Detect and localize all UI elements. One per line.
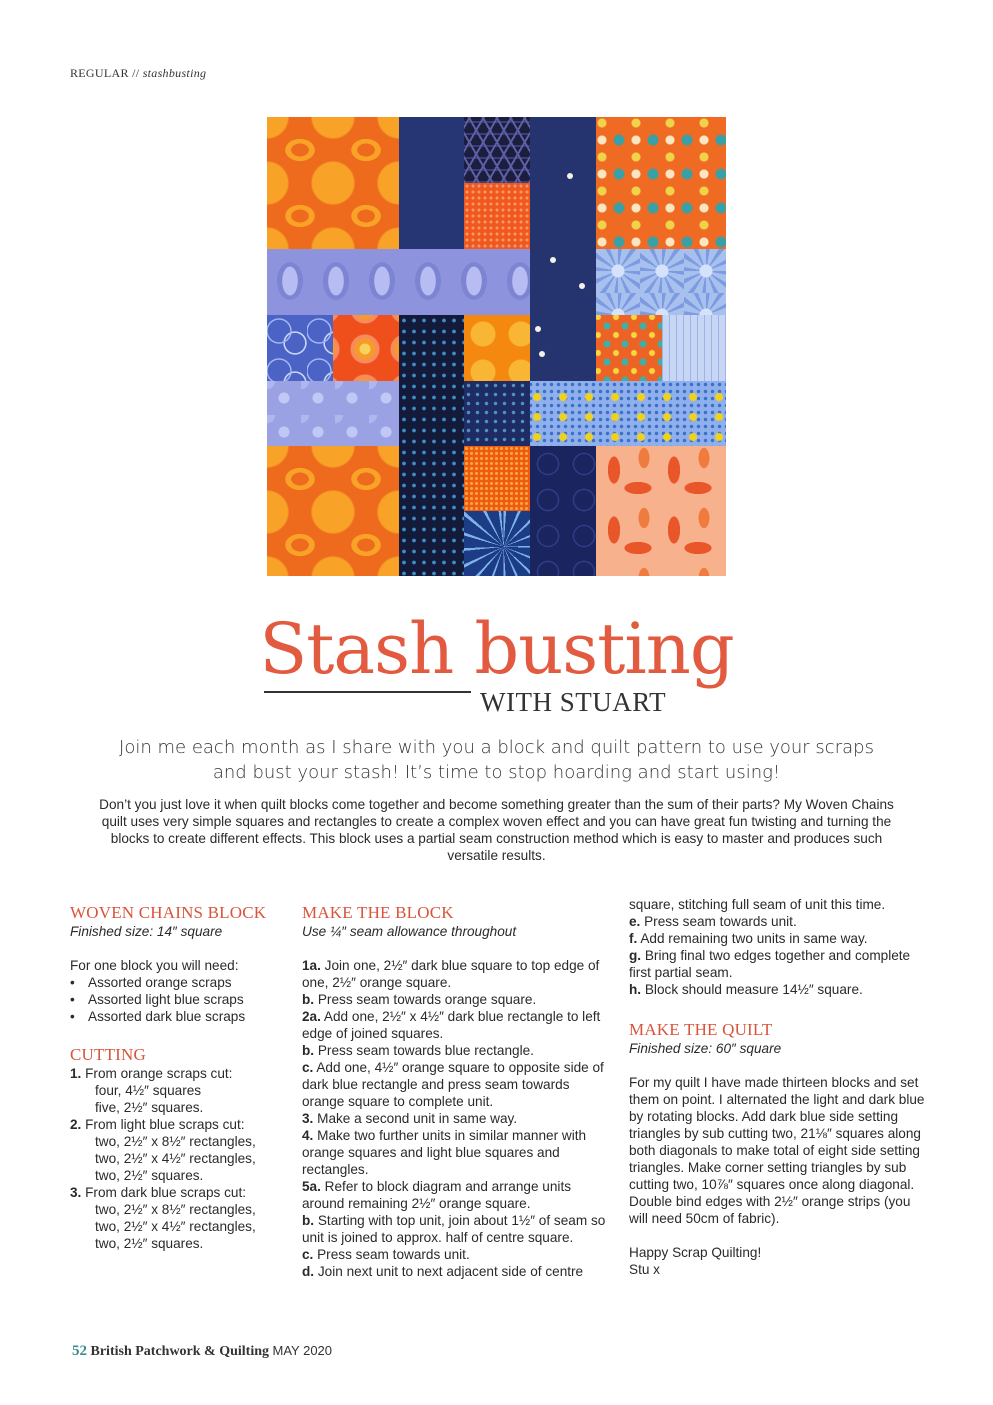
instruction-step: g. Bring final two edges together and complete first partial seam.: [629, 948, 911, 980]
finished-size: Finished size: 14″ square: [70, 924, 223, 939]
fabric-patch: [464, 511, 530, 576]
column-right: [629, 896, 929, 1278]
fabric-patch: [596, 315, 662, 381]
woven-chains-heading: WOVEN CHAINS BLOCK: [70, 903, 267, 922]
fabric-patch: [464, 315, 530, 381]
fabric-dot: [535, 326, 541, 332]
instruction-step: f. Add remaining two units in same way.: [629, 931, 868, 946]
article-title: Stash busting: [259, 608, 734, 690]
instruction-continued: square, stitching full seam of unit this time.: [629, 897, 886, 912]
requirements-list: [70, 974, 285, 1025]
list-item: • Assorted light blue scraps: [70, 992, 244, 1007]
fabric-dot: [579, 283, 585, 289]
instruction-step: b. Starting with top unit, join about 1½″ of seam so unit is joined to approx. half of centre square.: [302, 1213, 606, 1245]
instruction-step: h. Block should measure 14½″ square.: [629, 982, 863, 997]
instruction-step: 5a. Refer to block diagram and arrange units around remaining 2½″ orange square.: [302, 1179, 572, 1211]
instruction-step: 4. Make two further units in similar manner with orange squares and light blue squares and rectangles.: [302, 1128, 587, 1177]
fabric-patch: [464, 381, 530, 446]
page-number: 52: [72, 1343, 87, 1359]
cutting-step: 1. From orange scraps cut: four, 4½″ squares five, 2½″ squares.: [70, 1066, 233, 1115]
fabric-patch: [399, 315, 464, 576]
instruction-step: b. Press seam towards orange square.: [302, 992, 537, 1007]
cutting-heading: CUTTING: [70, 1045, 146, 1064]
magazine-name: British Patchwork & Quilting: [90, 1344, 270, 1359]
cutting-step: 2. From light blue scraps cut: two, 2½″ x 8½″ rectangles, two, 2½″ x 4½″ rectangles, two, 2½″ squares.: [70, 1117, 256, 1183]
section-topic: stashbusting: [142, 66, 207, 80]
instruction-step: 1a. Join one, 2½″ dark blue square to top edge of one, 2½″ orange square.: [302, 958, 600, 990]
fabric-patch: [267, 315, 333, 381]
fabric-patch: [267, 249, 530, 315]
list-item: • Assorted orange scraps: [70, 975, 232, 990]
fabric-patch: [464, 446, 530, 511]
signature: Stu x: [629, 1262, 660, 1277]
section-header: [70, 66, 206, 81]
fabric-dot: [539, 351, 545, 357]
page-footer: [72, 1343, 332, 1360]
fabric-patch: [333, 315, 399, 381]
fabric-patch: [267, 381, 399, 446]
requirements-intro: For one block you will need:: [70, 958, 239, 973]
instruction-step: 2a. Add one, 2½″ x 4½″ dark blue rectangle to left edge of joined squares.: [302, 1009, 601, 1041]
intro-text: Join me each month as I share with you a block and quilt pattern to use your scraps and bust your stash! It’s time to stop hoarding and start using!: [119, 737, 874, 783]
quilt-finished-size: Finished size: 60″ square: [629, 1041, 782, 1056]
instruction-step: 3. Make a second unit in same way.: [302, 1111, 518, 1126]
signoff: Happy Scrap Quilting!: [629, 1245, 762, 1260]
instruction-step: d. Join next unit to next adjacent side of centre: [302, 1264, 584, 1279]
instruction-step: c. Add one, 4½″ orange square to opposite side of dark blue rectangle and press seam towards orange square to complete unit.: [302, 1060, 604, 1109]
cutting-step: 3. From dark blue scraps cut: two, 2½″ x 8½″ rectangles, two, 2½″ x 4½″ rectangles, two, 2½″ squares.: [70, 1185, 256, 1251]
fabric-patch: [662, 315, 726, 381]
lead-paragraph: Don’t you just love it when quilt blocks come together and become something greater than the sum of their parts? My Woven Chains quilt uses very simple squares and rectangles to create a complex woven effect and you can have great fun twisting and turning the blocks to create different effects. This block uses a partial seam construction method which is easy to master and produces such versatile results.: [99, 797, 894, 863]
fabric-dot: [550, 257, 556, 263]
quilt-instructions: For my quilt I have made thirteen blocks and set them on point. I alternated the light and dark blue by rotating blocks. Add dark blue side setting triangles by sub cutting two, 21⅛″ squares along both diagonals to make total of eight side setting triangles. Make corner setting triangles by sub cutting two, 10⅞″ squares once along diagonal. Double bind edges with 2½″ orange strips (you will need 50cm of fabric).: [629, 1075, 925, 1226]
section-separator: //: [132, 66, 140, 80]
fabric-patch: [530, 446, 596, 576]
make-block-heading: MAKE THE BLOCK: [302, 903, 454, 922]
instruction-step: e. Press seam towards unit.: [629, 914, 797, 929]
quilt-block-image: [267, 117, 726, 576]
fabric-patch: [464, 183, 530, 249]
section-label: REGULAR: [70, 66, 129, 80]
article-subtitle: WITH STUART: [480, 687, 667, 717]
fabric-patch: [267, 446, 399, 576]
list-item: • Assorted dark blue scraps: [70, 1009, 246, 1024]
fabric-patch: [596, 117, 726, 249]
fabric-patch: [596, 249, 726, 315]
fabric-patch: [596, 446, 726, 576]
make-quilt-heading: MAKE THE QUILT: [629, 1020, 773, 1039]
fabric-dot: [567, 173, 573, 179]
column-left: [70, 903, 285, 1252]
fabric-patch: [464, 117, 530, 183]
issue-date: MAY 2020: [272, 1343, 333, 1358]
column-middle: [302, 903, 614, 1280]
instruction-step: c. Press seam towards unit.: [302, 1247, 470, 1262]
fabric-patch: [267, 117, 399, 249]
title-divider: [264, 691, 471, 693]
instruction-step: b. Press seam towards blue rectangle.: [302, 1043, 534, 1058]
seam-allowance-note: Use ¼″ seam allowance throughout: [302, 924, 517, 939]
